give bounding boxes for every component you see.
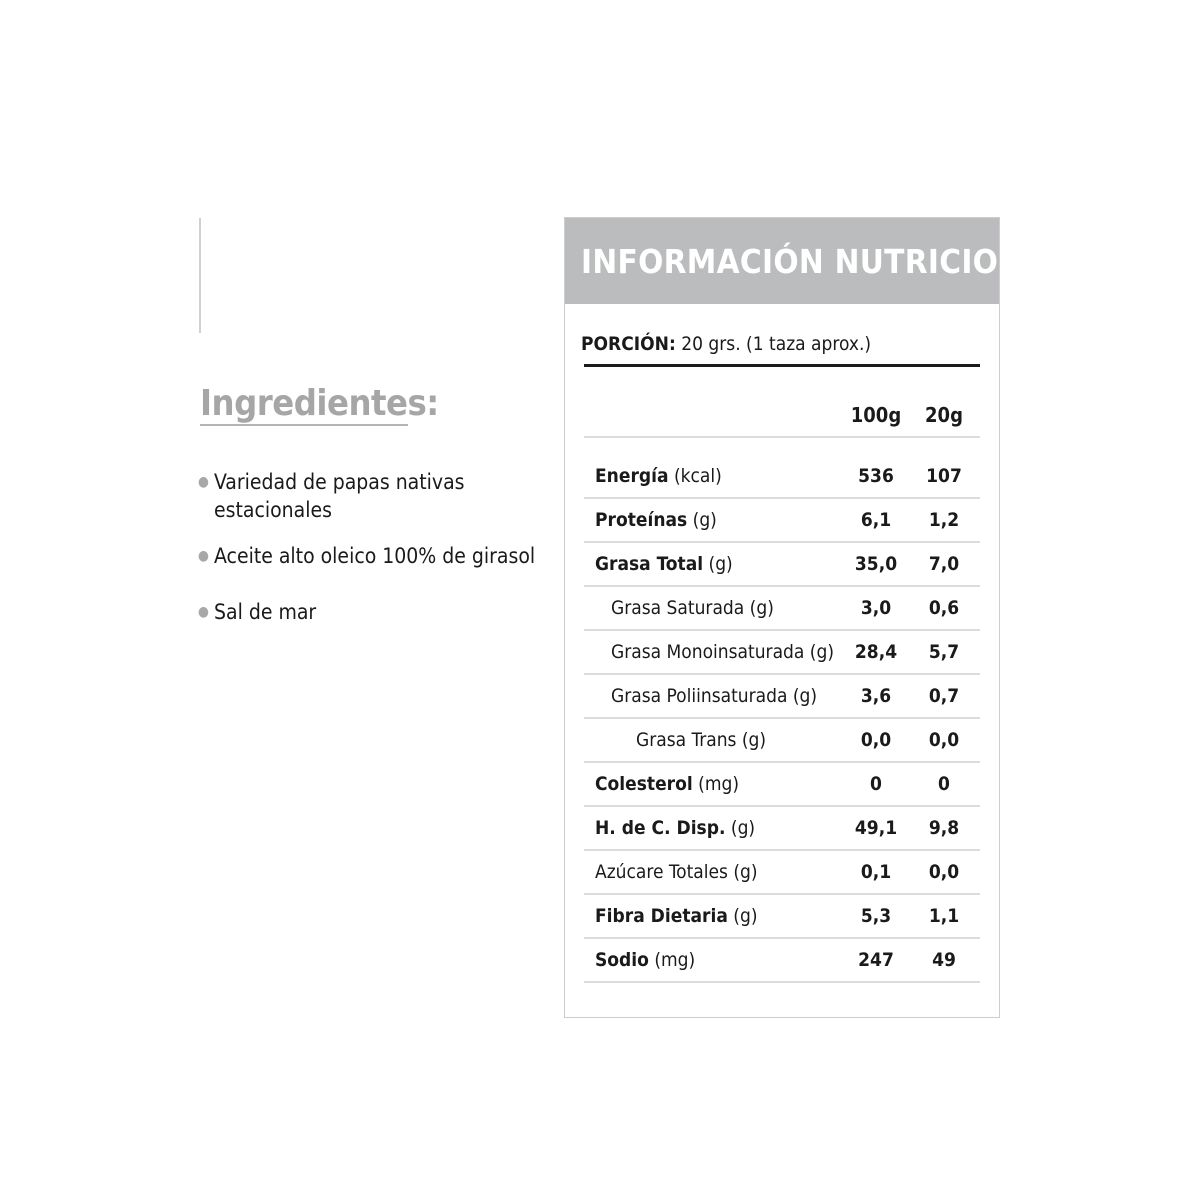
nutrient-name: Grasa Poliinsaturada (g) — [611, 685, 818, 707]
value-20g: 7,0 — [928, 553, 960, 575]
value-100g: 5,3 — [860, 905, 892, 927]
value-100g: 28,4 — [854, 641, 898, 663]
ingredients-title: Ingredientes: — [200, 383, 439, 424]
value-100g: 3,0 — [860, 597, 892, 619]
portion-label: PORCIÓN: — [581, 333, 676, 355]
nutrient-name: Azúcare Totales (g) — [595, 861, 758, 883]
nutrition-row — [584, 895, 980, 939]
ingredients-list — [198, 468, 548, 626]
nutrient-name: Grasa Saturada (g) — [611, 597, 774, 619]
nutrient-name: Grasa Total — [595, 553, 704, 575]
ingredient-item — [198, 542, 548, 570]
nutrient-name: Colesterol — [595, 773, 693, 795]
nutrient-unit: (g) — [730, 817, 756, 839]
nutrient-name: Energía — [595, 465, 669, 487]
nutrient-name: H. de C. Disp. — [595, 817, 726, 839]
nutrition-row — [584, 807, 980, 851]
column-header-20g: 20g — [925, 403, 963, 427]
value-100g: 0,1 — [860, 861, 892, 883]
nutrient-label — [595, 769, 739, 799]
nutrition-row — [584, 851, 980, 895]
nutrition-row — [584, 719, 980, 763]
ingredient-text: Aceite alto oleico 100% de girasol — [214, 544, 536, 568]
value-100g: 0,0 — [860, 729, 892, 751]
ingredients-title-underline — [200, 424, 408, 426]
nutrient-name: Proteínas — [595, 509, 688, 531]
value-20g: 9,8 — [928, 817, 960, 839]
ingredient-text: Sal de mar — [214, 600, 317, 624]
nutrition-rows — [584, 455, 980, 983]
nutrient-name: Grasa Monoinsaturada (g) — [611, 641, 834, 663]
value-20g: 0 — [938, 773, 950, 795]
nutrient-unit: (kcal) — [673, 465, 722, 487]
nutrient-label — [595, 505, 717, 535]
nutrition-row — [584, 939, 980, 983]
value-100g: 35,0 — [854, 553, 898, 575]
nutrient-unit: (g) — [692, 509, 717, 531]
value-20g: 0,7 — [928, 685, 960, 707]
portion-value: 20 grs. (1 taza aprox.) — [681, 333, 872, 355]
nutrient-unit: (g) — [733, 905, 758, 927]
nutrition-row — [584, 455, 980, 499]
ingredient-text: Variedad de papas nativas estacionales — [214, 470, 465, 522]
value-100g: 6,1 — [860, 509, 892, 531]
ingredient-item — [198, 468, 548, 524]
nutrient-unit: (mg) — [698, 773, 740, 795]
nutrition-panel — [564, 217, 1066, 1018]
nutrition-row — [584, 499, 980, 543]
nutrient-label — [595, 901, 758, 931]
nutrition-row — [584, 675, 980, 719]
portion-info — [581, 330, 871, 358]
nutrition-header — [565, 218, 1066, 304]
value-20g: 0,6 — [928, 597, 960, 619]
nutrition-row — [584, 631, 980, 675]
nutrition-title: INFORMACIÓN NUTRICIONAL — [581, 242, 1066, 281]
value-100g: 247 — [858, 949, 894, 971]
column-header-row — [584, 396, 980, 438]
ingredient-item — [198, 598, 548, 626]
value-20g: 5,7 — [928, 641, 960, 663]
value-100g: 0 — [870, 773, 882, 795]
value-20g: 1,2 — [928, 509, 960, 531]
bullet-icon: ● — [198, 474, 209, 490]
nutrient-label — [595, 549, 733, 579]
nutrient-label — [595, 461, 722, 491]
value-100g: 536 — [858, 465, 894, 487]
nutrient-label — [595, 945, 695, 975]
nutrition-row — [584, 587, 980, 631]
nutrient-label — [595, 813, 755, 843]
nutrient-name: Fibra Dietaria — [595, 905, 728, 927]
bullet-icon: ● — [198, 604, 209, 620]
portion-rule — [584, 364, 980, 367]
value-20g: 49 — [932, 949, 956, 971]
value-20g: 1,1 — [928, 905, 960, 927]
nutrient-name: Grasa Trans (g) — [636, 729, 767, 751]
nutrient-name: Sodio — [595, 949, 649, 971]
nutrition-row — [584, 543, 980, 587]
value-20g: 0,0 — [928, 861, 960, 883]
value-20g: 107 — [926, 465, 962, 487]
value-100g: 49,1 — [854, 817, 898, 839]
nutrient-unit: (g) — [708, 553, 733, 575]
value-100g: 3,6 — [860, 685, 892, 707]
column-header-100g: 100g — [850, 403, 902, 427]
bullet-icon: ● — [198, 548, 209, 564]
nutrient-unit: (mg) — [654, 949, 696, 971]
nutrition-row — [584, 763, 980, 807]
divider-line — [199, 218, 201, 333]
value-20g: 0,0 — [928, 729, 960, 751]
